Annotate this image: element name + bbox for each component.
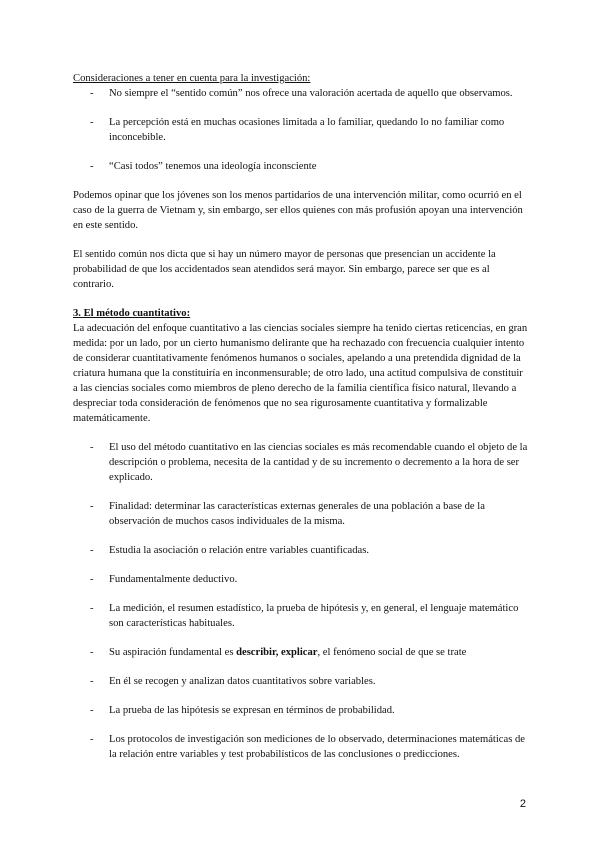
list-item-text: Finalidad: determinar las características externas generales de una población a base de la observación de muchos casos individuales de la misma. bbox=[109, 501, 485, 527]
paragraph-common-sense: El sentido común nos dicta que si hay un número mayor de personas que presencian un accidente la probabilidad de que los accidentados sean atendidos será mayor. Sin embargo, parece ser que es al contrario. bbox=[73, 249, 496, 290]
list-item bbox=[73, 732, 528, 762]
quantitative-list bbox=[73, 440, 528, 762]
dash-bullet: - bbox=[90, 676, 94, 687]
list-item bbox=[73, 543, 528, 558]
spacer bbox=[73, 718, 528, 732]
list-item-text: La prueba de las hipótesis se expresan en términos de probabilidad. bbox=[109, 705, 395, 716]
list-item bbox=[73, 572, 528, 587]
document-page bbox=[73, 71, 528, 762]
section-heading-quantitative: 3. El método cuantitativo: bbox=[73, 308, 191, 319]
section-heading-considerations: Consideraciones a tener en cuenta para la investigación: bbox=[73, 73, 311, 84]
dash-bullet: - bbox=[90, 603, 94, 614]
spacer bbox=[73, 587, 528, 601]
aspiration-after: , el fenómeno social de que se trate bbox=[317, 647, 467, 658]
list-item bbox=[73, 86, 528, 101]
dash-bullet: - bbox=[90, 574, 94, 585]
list-item-text: Los protocolos de investigación son mediciones de lo observado, determinaciones matemáticas de la relación entre variables y test probabilísticos de las conclusiones o predicciones. bbox=[109, 734, 525, 760]
aspiration-bold: describir, explicar bbox=[236, 647, 318, 658]
list-item-text: “Casi todos” tenemos una ideología inconsciente bbox=[109, 161, 317, 172]
list-item-text: En él se recogen y analizan datos cuantitativos sobre variables. bbox=[109, 676, 376, 687]
paragraph-quantitative-intro: La adecuación del enfoque cuantitativo a las ciencias sociales siempre ha tenido ciertas reticencias, en gran medida: por un lado, por un cierto humanismo delirante que ha rechazado con frecuencia cualquier intento de considerar cuantitativamente fenómenos humanos o sociales, apelando a una pretendida dignidad de la criatura humana que la constituiría en inconmensurable; de otro lado, una actitud compulsiva de constituir a las ciencias sociales como miembros de pleno derecho de la familia científica físico natural, llevando a despreciar toda consideración de fenómenos que no sea rigurosamente cuantitativa y formalizable matemáticamente. bbox=[73, 323, 528, 424]
list-item bbox=[73, 703, 528, 718]
dash-bullet: - bbox=[90, 88, 94, 99]
dash-bullet: - bbox=[90, 734, 94, 745]
list-item bbox=[73, 674, 528, 689]
spacer bbox=[73, 485, 528, 499]
aspiration-before: Su aspiración fundamental es bbox=[109, 647, 237, 658]
list-item bbox=[73, 601, 528, 631]
list-item-text: Estudia la asociación o relación entre variables cuantificadas. bbox=[109, 545, 370, 556]
dash-bullet: - bbox=[90, 545, 94, 556]
list-item-text: Fundamentalmente deductivo. bbox=[109, 574, 238, 585]
list-item-text: El uso del método cuantitativo en las ciencias sociales es más recomendable cuando el objeto de la descripción o problema, necesita de la cantidad y de su incremento o decremento a la hora de ser explicado. bbox=[109, 442, 528, 483]
list-item-aspiration bbox=[73, 645, 528, 660]
considerations-list bbox=[73, 86, 528, 174]
dash-bullet: - bbox=[90, 161, 94, 172]
spacer bbox=[73, 689, 528, 703]
paragraph-youth-example: Podemos opinar que los jóvenes son los menos partidarios de una intervención militar, como ocurrió en el caso de la guerra de Vietnam y, sin embargo, ser ellos quienes con más profusión apoyan una intervención en este sentido. bbox=[73, 190, 523, 231]
spacer bbox=[73, 145, 528, 159]
list-item-text: La percepción está en muchas ocasiones limitada a lo familiar, quedando lo no familiar como inconcebible. bbox=[109, 117, 505, 143]
dash-bullet: - bbox=[90, 501, 94, 512]
list-item bbox=[73, 499, 528, 529]
dash-bullet: - bbox=[90, 117, 94, 128]
dash-bullet: - bbox=[90, 647, 94, 658]
spacer bbox=[73, 631, 528, 645]
list-item bbox=[73, 159, 528, 174]
spacer bbox=[73, 558, 528, 572]
spacer bbox=[73, 101, 528, 115]
list-item bbox=[73, 440, 528, 485]
list-item-text: No siempre el “sentido común” nos ofrece una valoración acertada de aquello que observamos. bbox=[109, 88, 513, 99]
list-item bbox=[73, 115, 528, 145]
spacer bbox=[73, 660, 528, 674]
page-number: 2 bbox=[519, 798, 526, 810]
dash-bullet: - bbox=[90, 705, 94, 716]
spacer bbox=[73, 529, 528, 543]
list-item-text: La medición, el resumen estadístico, la prueba de hipótesis y, en general, el lenguaje matemático son características habituales. bbox=[109, 603, 519, 629]
dash-bullet: - bbox=[90, 442, 94, 453]
